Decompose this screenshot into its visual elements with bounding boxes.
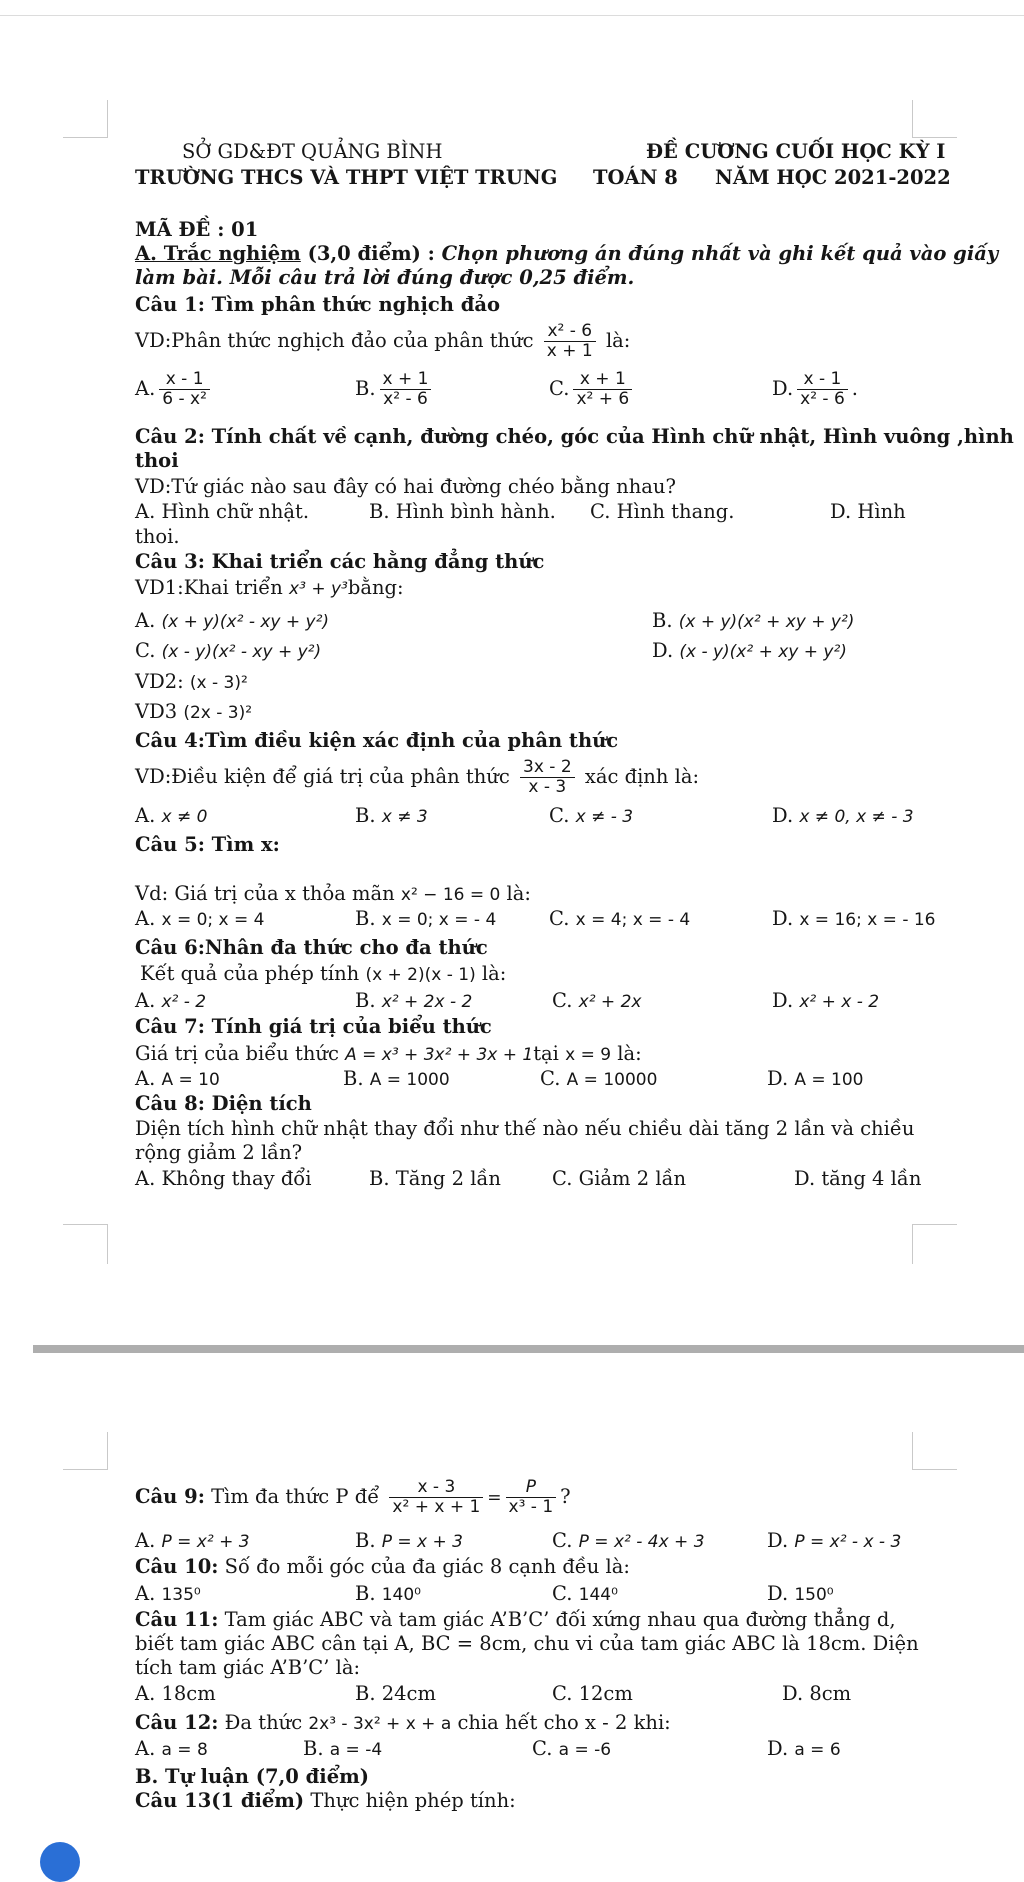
option-label: D. bbox=[767, 1582, 789, 1605]
page-top-border bbox=[0, 15, 1024, 16]
q1-option-b bbox=[355, 370, 435, 409]
option-label: A. bbox=[135, 1529, 156, 1552]
q10-option-c bbox=[552, 1582, 618, 1607]
q3-vd2-expr: (x - 3)² bbox=[189, 673, 248, 693]
page-corner-mark bbox=[63, 1224, 108, 1264]
q5-option-d bbox=[772, 907, 936, 932]
option-fraction bbox=[797, 370, 848, 409]
q9-stem-tail: ? bbox=[560, 1485, 571, 1508]
q7-option-a bbox=[135, 1067, 220, 1092]
fraction-denominator: x² + x + 1 bbox=[392, 1497, 481, 1517]
q4-option-a bbox=[135, 804, 207, 829]
q3-option-b bbox=[652, 609, 854, 634]
header-school: TRƯỜNG THCS VÀ THPT VIỆT TRUNG bbox=[135, 166, 558, 189]
q7-stem-at: tại bbox=[533, 1042, 559, 1065]
q1-stem-text: VD:Phân thức nghịch đảo của phân thức bbox=[135, 329, 534, 352]
q9-option-b bbox=[355, 1529, 463, 1554]
q5-stem-text: Vd: Giá trị của x thỏa mãn bbox=[135, 882, 395, 905]
q5-title: Câu 5: Tìm x: bbox=[135, 833, 280, 856]
q11-title: Câu 11: bbox=[135, 1608, 219, 1631]
q3-vd1-tail: bằng: bbox=[347, 576, 404, 599]
option-label: B. bbox=[355, 804, 376, 827]
q12-option-a bbox=[135, 1737, 208, 1762]
fraction-denominator: x - 3 bbox=[528, 777, 567, 797]
q12-stem bbox=[135, 1711, 671, 1736]
q11-stem-cont: biết tam giác ABC cân tại A, BC = 8cm, chu vi của tam giác ABC là 18cm. Diện bbox=[135, 1632, 919, 1655]
option-fraction bbox=[380, 370, 432, 409]
section-a-heading bbox=[135, 242, 998, 266]
option-label: D. bbox=[767, 1067, 789, 1090]
page-corner-mark bbox=[63, 1432, 108, 1470]
q7-stem-expr: A = x³ + 3x² + 3x + 1 bbox=[345, 1045, 534, 1065]
option-expr: (x - y)(x² - xy + y²) bbox=[161, 642, 322, 662]
q9-option-d bbox=[767, 1529, 901, 1554]
q12-option-b bbox=[303, 1737, 382, 1762]
q6-option-b bbox=[355, 989, 472, 1014]
q5-option-b bbox=[355, 907, 496, 932]
header-doc-title: ĐỀ CƯƠNG CUỐI HỌC KỲ I bbox=[646, 140, 946, 163]
option-label: A. bbox=[135, 1737, 156, 1760]
scroll-indicator[interactable] bbox=[40, 1842, 80, 1882]
option-label: D. bbox=[767, 1529, 789, 1552]
option-expr: P = x + 3 bbox=[381, 1532, 463, 1552]
option-label: B. bbox=[355, 989, 376, 1012]
option-label: C. bbox=[549, 907, 570, 930]
q6-stem bbox=[140, 962, 506, 987]
q9-title: Câu 9: bbox=[135, 1485, 205, 1508]
option-label: D. bbox=[772, 907, 794, 930]
section-a-instruction-cont: làm bài. Mỗi câu trả lời đúng được 0,25 điểm. bbox=[135, 266, 635, 289]
q3-vd2-label: VD2: bbox=[135, 670, 184, 693]
fraction-numerator: x - 1 bbox=[159, 370, 210, 390]
fraction-numerator: 3x - 2 bbox=[520, 758, 575, 778]
option-expr: P = x² - 4x + 3 bbox=[578, 1532, 705, 1552]
fraction-numerator: x² - 6 bbox=[544, 322, 596, 342]
q9-option-a bbox=[135, 1529, 250, 1554]
q4-stem bbox=[135, 758, 699, 797]
q3-option-d bbox=[652, 639, 847, 664]
section-b-title: B. Tự luận (7,0 điểm) bbox=[135, 1765, 369, 1788]
q6-stem-text: Kết quả của phép tính bbox=[140, 962, 360, 985]
q1-option-d: D. $\frac{x - 1}{\text{x² - 6}}$ . bbox=[772, 369, 858, 409]
option-expr: (x + y)(x² + xy + y²) bbox=[678, 612, 855, 632]
q4-fraction bbox=[520, 758, 575, 797]
option-expr: a = 6 bbox=[794, 1740, 841, 1760]
q9-fraction-left bbox=[389, 1478, 483, 1517]
page-corner-mark bbox=[912, 1432, 957, 1470]
q5-option-c bbox=[549, 907, 690, 932]
q6-title: Câu 6:Nhân đa thức cho đa thức bbox=[135, 936, 488, 959]
q7-option-d bbox=[767, 1067, 863, 1092]
q3-vd2 bbox=[135, 670, 248, 695]
option-label: D. bbox=[652, 639, 674, 662]
q1-title: Câu 1: Tìm phân thức nghịch đảo bbox=[135, 293, 500, 316]
option-expr: x = 4; x = - 4 bbox=[575, 910, 691, 930]
q1-stem-tail: là: bbox=[605, 329, 631, 352]
option-expr: P = x² + 3 bbox=[161, 1532, 250, 1552]
fraction-denominator: 6 - x² bbox=[162, 389, 207, 409]
q5-stem-tail: là: bbox=[506, 882, 531, 905]
q9-equals: = bbox=[487, 1488, 502, 1508]
option-label: A. bbox=[135, 1067, 156, 1090]
q2-option-c: C. Hình thang. bbox=[590, 500, 735, 523]
option-expr: (x - y)(x² + xy + y²) bbox=[679, 642, 847, 662]
q3-vd1 bbox=[135, 576, 404, 601]
option-expr: x = 0; x = - 4 bbox=[381, 910, 497, 930]
q10-option-d bbox=[767, 1582, 834, 1607]
q3-vd3-expr: (2x - 3)² bbox=[183, 703, 253, 723]
fraction-numerator: x + 1 bbox=[573, 370, 632, 390]
option-expr: A = 1000 bbox=[369, 1070, 450, 1090]
q8-stem-cont: rộng giảm 2 lần? bbox=[135, 1141, 303, 1164]
option-expr: x ≠ 3 bbox=[381, 807, 428, 827]
fraction-numerator: x - 3 bbox=[389, 1478, 483, 1498]
q12-option-d bbox=[767, 1737, 841, 1762]
section-a-points: (3,0 điểm) : bbox=[300, 242, 442, 265]
option-fraction bbox=[159, 370, 210, 409]
option-label: C. bbox=[135, 639, 156, 662]
option-expr: A = 100 bbox=[794, 1070, 864, 1090]
q7-stem-tail: là: bbox=[617, 1042, 642, 1065]
fraction-denominator: x² + 6 bbox=[576, 389, 630, 409]
option-expr: x = 16; x = - 16 bbox=[799, 910, 936, 930]
q11-stem bbox=[135, 1608, 896, 1632]
q7-stem-value: x = 9 bbox=[565, 1045, 612, 1065]
q12-stem-tail: chia hết cho x - 2 khi: bbox=[457, 1711, 671, 1734]
q10-title: Câu 10: bbox=[135, 1555, 219, 1578]
q3-option-a bbox=[135, 609, 329, 634]
q12-stem-expr: 2x³ - 3x² + x + a bbox=[308, 1714, 452, 1734]
q11-stem-text: Tam giác ABC và tam giác A’B’C’ đối xứng nhau qua đường thẳng d, bbox=[224, 1608, 896, 1631]
option-expr: x² + x - 2 bbox=[799, 992, 880, 1012]
q4-title: Câu 4:Tìm điều kiện xác định của phân thức bbox=[135, 729, 619, 752]
option-expr: x = 0; x = 4 bbox=[161, 910, 265, 930]
option-label: A. bbox=[135, 377, 156, 400]
option-expr: 144⁰ bbox=[578, 1585, 618, 1605]
q11-option-c: C. 12cm bbox=[552, 1682, 633, 1705]
option-label: A. bbox=[135, 804, 156, 827]
option-fraction bbox=[573, 370, 632, 409]
q8-stem: Diện tích hình chữ nhật thay đổi như thế nào nếu chiều dài tăng 2 lần và chiều bbox=[135, 1117, 915, 1140]
option-label: B. bbox=[355, 1582, 376, 1605]
option-expr: a = -4 bbox=[329, 1740, 383, 1760]
header-subject: TOÁN 8 bbox=[593, 166, 678, 189]
option-expr: x² - 2 bbox=[161, 992, 207, 1012]
option-expr: x ≠ 0 bbox=[161, 807, 208, 827]
option-label: A. bbox=[135, 1582, 156, 1605]
q1-stem bbox=[135, 322, 630, 361]
q2-option-d-wrap: thoi. bbox=[135, 525, 180, 548]
q4-option-d bbox=[772, 804, 914, 829]
option-label: B. bbox=[343, 1067, 364, 1090]
fraction-denominator: x² - 6 bbox=[383, 389, 428, 409]
q11-stem-cont2: tích tam giác A’B’C’ là: bbox=[135, 1656, 361, 1679]
q4-option-c bbox=[549, 804, 633, 829]
option-expr: 135⁰ bbox=[161, 1585, 201, 1605]
option-expr: 140⁰ bbox=[381, 1585, 421, 1605]
q6-stem-tail: là: bbox=[481, 962, 507, 985]
page-corner-mark bbox=[63, 100, 108, 138]
q1-fraction bbox=[544, 322, 596, 361]
q7-stem-text: Giá trị của biểu thức bbox=[135, 1042, 339, 1065]
q2-option-b: B. Hình bình hành. bbox=[369, 500, 556, 523]
option-expr: a = 8 bbox=[161, 1740, 208, 1760]
option-label: D. bbox=[772, 989, 794, 1012]
q7-title: Câu 7: Tính giá trị của biểu thức bbox=[135, 1015, 492, 1038]
option-label: C. bbox=[552, 989, 573, 1012]
option-expr: x ≠ 0, x ≠ - 3 bbox=[799, 807, 914, 827]
q8-option-b: B. Tăng 2 lần bbox=[369, 1167, 501, 1190]
q3-title: Câu 3: Khai triển các hằng đẳng thức bbox=[135, 550, 545, 573]
q8-option-d: D. tăng 4 lần bbox=[794, 1167, 922, 1190]
q4-stem-tail: xác định là: bbox=[584, 765, 700, 788]
option-expr: x² + 2x bbox=[578, 992, 642, 1012]
q4-stem-text: VD:Điều kiện để giá trị của phân thức bbox=[135, 765, 510, 788]
q9-fraction-right bbox=[506, 1478, 557, 1517]
q8-option-c: C. Giảm 2 lần bbox=[552, 1167, 687, 1190]
q3-option-c bbox=[135, 639, 321, 664]
option-expr: (x + y)(x² - xy + y²) bbox=[161, 612, 330, 632]
page-corner-mark bbox=[912, 1224, 957, 1264]
q9-stem-text: Tìm đa thức P để bbox=[211, 1485, 380, 1508]
q11-option-d: D. 8cm bbox=[782, 1682, 852, 1705]
header-year: NĂM HỌC 2021-2022 bbox=[715, 166, 951, 189]
q2-option-d: D. Hình bbox=[830, 500, 906, 523]
section-a-instruction: Chọn phương án đúng nhất và ghi kết quả vào giấy bbox=[441, 242, 999, 265]
q11-option-b: B. 24cm bbox=[355, 1682, 436, 1705]
q11-option-a: A. 18cm bbox=[135, 1682, 216, 1705]
option-label: A. bbox=[135, 907, 156, 930]
q12-title: Câu 12: bbox=[135, 1711, 219, 1734]
q13-stem-text: Thực hiện phép tính: bbox=[310, 1789, 516, 1812]
q13-stem bbox=[135, 1789, 516, 1813]
option-expr: a = -6 bbox=[558, 1740, 612, 1760]
option-label: D. bbox=[772, 804, 794, 827]
option-label: C. bbox=[549, 377, 570, 400]
option-label: A. bbox=[135, 989, 156, 1012]
q2-option-a: A. Hình chữ nhật. bbox=[135, 500, 310, 523]
q9-option-c bbox=[552, 1529, 705, 1554]
option-label: A. bbox=[135, 609, 156, 632]
q10-stem bbox=[135, 1555, 630, 1579]
q8-option-a: A. Không thay đổi bbox=[135, 1167, 312, 1190]
q6-option-a bbox=[135, 989, 206, 1014]
q10-option-b bbox=[355, 1582, 421, 1607]
option-expr: A = 10 bbox=[161, 1070, 220, 1090]
q13-title: Câu 13(1 điểm) bbox=[135, 1789, 305, 1812]
q2-stem: VD:Tứ giác nào sau đây có hai đường chéo bằng nhau? bbox=[135, 475, 676, 498]
q1-option-c bbox=[549, 370, 636, 409]
q7-option-b bbox=[343, 1067, 450, 1092]
option-label: B. bbox=[652, 609, 673, 632]
fraction-numerator: x + 1 bbox=[380, 370, 432, 390]
q12-stem-text: Đa thức bbox=[224, 1711, 303, 1734]
q5-stem-expr: x² − 16 = 0 bbox=[400, 885, 501, 905]
q7-option-c bbox=[540, 1067, 657, 1092]
option-label: D. bbox=[767, 1737, 789, 1760]
option-label: C. bbox=[552, 1529, 573, 1552]
section-a-title: A. Trắc nghiệm bbox=[135, 242, 301, 265]
q10-stem-text: Số đo mỗi góc của đa giác 8 cạnh đều là: bbox=[224, 1555, 630, 1578]
option-expr: 150⁰ bbox=[794, 1585, 834, 1605]
option-expr: A = 10000 bbox=[566, 1070, 658, 1090]
option-label: C. bbox=[552, 1582, 573, 1605]
option-label: B. bbox=[355, 1529, 376, 1552]
fraction-denominator: x³ - 1 bbox=[508, 1497, 554, 1517]
q9-stem bbox=[135, 1478, 571, 1517]
q6-stem-expr: (x + 2)(x - 1) bbox=[365, 965, 476, 985]
q2-title: Câu 2: Tính chất về cạnh, đường chéo, góc của Hình chữ nhật, Hình vuông ,hình bbox=[135, 425, 1014, 448]
q6-option-c bbox=[552, 989, 641, 1014]
option-expr: P = x² - x - 3 bbox=[794, 1532, 902, 1552]
q3-vd3-label: VD3 bbox=[135, 700, 178, 723]
option-label: D. bbox=[772, 377, 794, 400]
exam-code: MÃ ĐỀ : 01 bbox=[135, 218, 259, 241]
q12-option-c bbox=[532, 1737, 611, 1762]
header-department: SỞ GD&ĐT QUẢNG BÌNH bbox=[182, 140, 443, 163]
fraction-denominator: x² - 6 bbox=[800, 389, 845, 409]
q4-option-b bbox=[355, 804, 428, 829]
page-corner-mark bbox=[912, 100, 957, 138]
fraction-numerator: x - 1 bbox=[797, 370, 848, 390]
option-label: B. bbox=[355, 907, 376, 930]
q5-stem bbox=[135, 882, 531, 907]
q8-title: Câu 8: Diện tích bbox=[135, 1092, 312, 1115]
q7-stem bbox=[135, 1042, 642, 1067]
fraction-denominator: x + 1 bbox=[546, 341, 593, 361]
fraction-numerator: P bbox=[506, 1478, 557, 1498]
q2-title-cont: thoi bbox=[135, 449, 179, 472]
option-label: C. bbox=[532, 1737, 553, 1760]
q5-option-a bbox=[135, 907, 264, 932]
q3-vd1-expr: x³ + y³ bbox=[289, 579, 348, 599]
option-expr: x ≠ - 3 bbox=[575, 807, 634, 827]
option-expr: x² + 2x - 2 bbox=[381, 992, 473, 1012]
q3-vd1-text: VD1:Khai triển bbox=[135, 576, 283, 599]
q1-option-a bbox=[135, 370, 214, 409]
q3-vd3 bbox=[135, 700, 252, 725]
option-label: B. bbox=[303, 1737, 324, 1760]
option-label: C. bbox=[549, 804, 570, 827]
option-label: C. bbox=[540, 1067, 561, 1090]
q6-option-d bbox=[772, 989, 879, 1014]
q10-option-a bbox=[135, 1582, 201, 1607]
option-label: B. bbox=[355, 377, 376, 400]
page-separator bbox=[33, 1345, 1024, 1353]
